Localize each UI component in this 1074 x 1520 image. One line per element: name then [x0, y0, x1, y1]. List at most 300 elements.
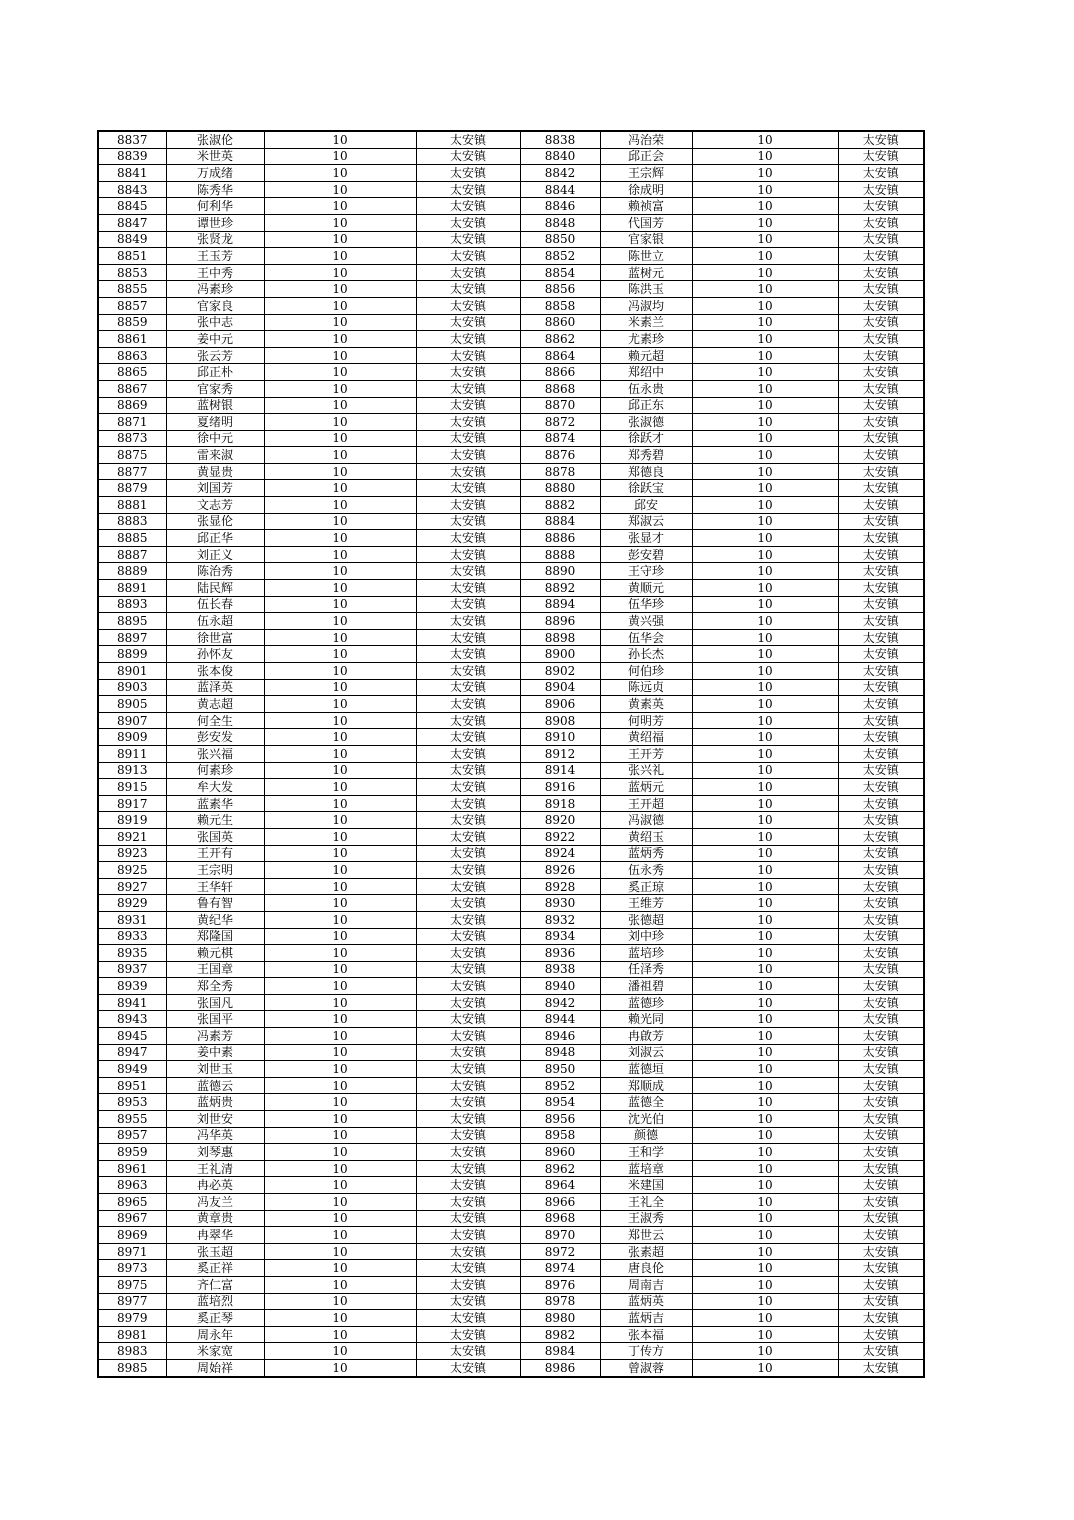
left-name-cell: 张本俊	[166, 663, 264, 680]
right-name-cell: 冯淑均	[600, 297, 692, 314]
left-id-cell: 8899	[98, 646, 166, 663]
right-name-cell: 郑淑云	[600, 513, 692, 530]
table-row	[98, 347, 924, 364]
table-row	[98, 546, 924, 563]
left-id-cell: 8923	[98, 845, 166, 862]
left-town-cell: 太安镇	[416, 497, 520, 514]
left-amount-cell: 10	[264, 1127, 416, 1144]
table-row	[98, 1276, 924, 1293]
right-town-cell: 太安镇	[838, 1044, 924, 1061]
right-id-cell: 8928	[520, 878, 600, 895]
left-town-cell: 太安镇	[416, 231, 520, 248]
right-amount-cell: 10	[692, 663, 838, 680]
left-amount-cell: 10	[264, 447, 416, 464]
right-amount-cell: 10	[692, 530, 838, 547]
right-town-cell: 太安镇	[838, 1210, 924, 1227]
right-amount-cell: 10	[692, 1293, 838, 1310]
right-name-cell: 冉啟芳	[600, 1028, 692, 1045]
right-amount-cell: 10	[692, 945, 838, 962]
right-id-cell: 8918	[520, 795, 600, 812]
table-row	[98, 712, 924, 729]
left-amount-cell: 10	[264, 696, 416, 713]
left-amount-cell: 10	[264, 878, 416, 895]
right-id-cell: 8892	[520, 580, 600, 597]
right-town-cell: 太安镇	[838, 663, 924, 680]
right-id-cell: 8942	[520, 994, 600, 1011]
left-name-cell: 黄显贵	[166, 463, 264, 480]
left-town-cell: 太安镇	[416, 181, 520, 198]
left-amount-cell: 10	[264, 513, 416, 530]
right-amount-cell: 10	[692, 214, 838, 231]
left-amount-cell: 10	[264, 214, 416, 231]
right-name-cell: 陈世立	[600, 248, 692, 265]
left-id-cell: 8951	[98, 1077, 166, 1094]
right-id-cell: 8920	[520, 812, 600, 829]
right-name-cell: 孙长杰	[600, 646, 692, 663]
right-id-cell: 8846	[520, 198, 600, 215]
left-id-cell: 8945	[98, 1028, 166, 1045]
right-town-cell: 太安镇	[838, 414, 924, 431]
left-name-cell: 黄志超	[166, 696, 264, 713]
left-name-cell: 蓝培烈	[166, 1293, 264, 1310]
table-row	[98, 629, 924, 646]
right-amount-cell: 10	[692, 1127, 838, 1144]
right-id-cell: 8904	[520, 679, 600, 696]
table-row	[98, 364, 924, 381]
table-row	[98, 397, 924, 414]
table-row	[98, 1160, 924, 1177]
left-town-cell: 太安镇	[416, 712, 520, 729]
right-id-cell: 8938	[520, 961, 600, 978]
left-amount-cell: 10	[264, 281, 416, 298]
table-row	[98, 613, 924, 630]
left-town-cell: 太安镇	[416, 1111, 520, 1128]
right-town-cell: 太安镇	[838, 862, 924, 879]
right-name-cell: 徐成明	[600, 181, 692, 198]
right-id-cell: 8866	[520, 364, 600, 381]
table-row	[98, 994, 924, 1011]
table-row	[98, 1044, 924, 1061]
left-id-cell: 8939	[98, 978, 166, 995]
left-name-cell: 刘正义	[166, 546, 264, 563]
left-name-cell: 齐仁富	[166, 1276, 264, 1293]
left-id-cell: 8959	[98, 1144, 166, 1161]
table-row	[98, 696, 924, 713]
left-name-cell: 孙怀友	[166, 646, 264, 663]
left-name-cell: 王开有	[166, 845, 264, 862]
right-amount-cell: 10	[692, 314, 838, 331]
left-id-cell: 8949	[98, 1061, 166, 1078]
right-name-cell: 米建国	[600, 1177, 692, 1194]
right-amount-cell: 10	[692, 1343, 838, 1360]
left-name-cell: 蓝树银	[166, 397, 264, 414]
left-town-cell: 太安镇	[416, 347, 520, 364]
right-town-cell: 太安镇	[838, 1111, 924, 1128]
right-town-cell: 太安镇	[838, 1127, 924, 1144]
table-row	[98, 264, 924, 281]
left-amount-cell: 10	[264, 679, 416, 696]
right-id-cell: 8956	[520, 1111, 600, 1128]
left-name-cell: 张中志	[166, 314, 264, 331]
left-amount-cell: 10	[264, 911, 416, 928]
left-id-cell: 8963	[98, 1177, 166, 1194]
right-amount-cell: 10	[692, 497, 838, 514]
roster-body	[98, 131, 924, 1377]
right-amount-cell: 10	[692, 447, 838, 464]
left-amount-cell: 10	[264, 1343, 416, 1360]
left-name-cell: 赖元棋	[166, 945, 264, 962]
left-id-cell: 8867	[98, 380, 166, 397]
left-name-cell: 奚正琴	[166, 1310, 264, 1327]
right-town-cell: 太安镇	[838, 712, 924, 729]
right-id-cell: 8844	[520, 181, 600, 198]
left-id-cell: 8917	[98, 795, 166, 812]
right-name-cell: 郑秀碧	[600, 447, 692, 464]
left-id-cell: 8975	[98, 1276, 166, 1293]
left-name-cell: 米世英	[166, 148, 264, 165]
right-amount-cell: 10	[692, 1194, 838, 1211]
left-name-cell: 王宗明	[166, 862, 264, 879]
left-town-cell: 太安镇	[416, 1061, 520, 1078]
right-town-cell: 太安镇	[838, 181, 924, 198]
right-name-cell: 奚正琼	[600, 878, 692, 895]
left-town-cell: 太安镇	[416, 613, 520, 630]
right-name-cell: 潘祖碧	[600, 978, 692, 995]
right-name-cell: 伍华会	[600, 629, 692, 646]
right-id-cell: 8882	[520, 497, 600, 514]
right-town-cell: 太安镇	[838, 430, 924, 447]
right-town-cell: 太安镇	[838, 845, 924, 862]
left-amount-cell: 10	[264, 530, 416, 547]
left-amount-cell: 10	[264, 1094, 416, 1111]
right-town-cell: 太安镇	[838, 297, 924, 314]
right-town-cell: 太安镇	[838, 696, 924, 713]
left-amount-cell: 10	[264, 414, 416, 431]
right-amount-cell: 10	[692, 629, 838, 646]
table-row	[98, 646, 924, 663]
left-amount-cell: 10	[264, 430, 416, 447]
right-town-cell: 太安镇	[838, 214, 924, 231]
right-town-cell: 太安镇	[838, 613, 924, 630]
left-town-cell: 太安镇	[416, 978, 520, 995]
right-amount-cell: 10	[692, 364, 838, 381]
right-name-cell: 郑顺成	[600, 1077, 692, 1094]
left-town-cell: 太安镇	[416, 646, 520, 663]
right-id-cell: 8944	[520, 1011, 600, 1028]
left-name-cell: 何利华	[166, 198, 264, 215]
left-id-cell: 8843	[98, 181, 166, 198]
right-name-cell: 郑德良	[600, 463, 692, 480]
left-amount-cell: 10	[264, 1077, 416, 1094]
left-town-cell: 太安镇	[416, 530, 520, 547]
table-row	[98, 862, 924, 879]
left-id-cell: 8869	[98, 397, 166, 414]
right-name-cell: 黄绍福	[600, 729, 692, 746]
right-name-cell: 唐良伦	[600, 1260, 692, 1277]
left-name-cell: 蓝素华	[166, 795, 264, 812]
left-name-cell: 刘国芳	[166, 480, 264, 497]
right-name-cell: 邱正会	[600, 148, 692, 165]
right-town-cell: 太安镇	[838, 1359, 924, 1376]
left-town-cell: 太安镇	[416, 364, 520, 381]
left-id-cell: 8909	[98, 729, 166, 746]
right-amount-cell: 10	[692, 463, 838, 480]
right-amount-cell: 10	[692, 563, 838, 580]
left-id-cell: 8915	[98, 779, 166, 796]
right-town-cell: 太安镇	[838, 148, 924, 165]
left-amount-cell: 10	[264, 945, 416, 962]
right-name-cell: 官家银	[600, 231, 692, 248]
right-id-cell: 8842	[520, 165, 600, 182]
right-amount-cell: 10	[692, 181, 838, 198]
left-town-cell: 太安镇	[416, 1310, 520, 1327]
right-name-cell: 米素兰	[600, 314, 692, 331]
table-row	[98, 331, 924, 348]
right-id-cell: 8958	[520, 1127, 600, 1144]
right-id-cell: 8924	[520, 845, 600, 862]
right-amount-cell: 10	[692, 696, 838, 713]
table-row	[98, 580, 924, 597]
right-town-cell: 太安镇	[838, 629, 924, 646]
right-name-cell: 王开超	[600, 795, 692, 812]
right-amount-cell: 10	[692, 546, 838, 563]
right-amount-cell: 10	[692, 131, 838, 148]
right-amount-cell: 10	[692, 978, 838, 995]
right-amount-cell: 10	[692, 1210, 838, 1227]
left-amount-cell: 10	[264, 862, 416, 879]
left-amount-cell: 10	[264, 1276, 416, 1293]
right-name-cell: 尤素珍	[600, 331, 692, 348]
right-amount-cell: 10	[692, 812, 838, 829]
right-name-cell: 蓝培章	[600, 1160, 692, 1177]
left-id-cell: 8857	[98, 297, 166, 314]
left-name-cell: 王中秀	[166, 264, 264, 281]
left-name-cell: 王国章	[166, 961, 264, 978]
right-town-cell: 太安镇	[838, 911, 924, 928]
right-name-cell: 蓝炳吉	[600, 1310, 692, 1327]
right-id-cell: 8868	[520, 380, 600, 397]
table-row	[98, 596, 924, 613]
right-town-cell: 太安镇	[838, 397, 924, 414]
right-amount-cell: 10	[692, 480, 838, 497]
left-town-cell: 太安镇	[416, 696, 520, 713]
left-id-cell: 8871	[98, 414, 166, 431]
left-town-cell: 太安镇	[416, 928, 520, 945]
left-amount-cell: 10	[264, 1160, 416, 1177]
left-town-cell: 太安镇	[416, 1094, 520, 1111]
left-id-cell: 8905	[98, 696, 166, 713]
left-town-cell: 太安镇	[416, 297, 520, 314]
right-town-cell: 太安镇	[838, 580, 924, 597]
left-town-cell: 太安镇	[416, 1127, 520, 1144]
table-row	[98, 911, 924, 928]
right-town-cell: 太安镇	[838, 945, 924, 962]
left-town-cell: 太安镇	[416, 1343, 520, 1360]
left-amount-cell: 10	[264, 1028, 416, 1045]
left-town-cell: 太安镇	[416, 911, 520, 928]
left-amount-cell: 10	[264, 928, 416, 945]
right-amount-cell: 10	[692, 795, 838, 812]
left-amount-cell: 10	[264, 1194, 416, 1211]
table-row	[98, 1210, 924, 1227]
table-row	[98, 663, 924, 680]
left-id-cell: 8895	[98, 613, 166, 630]
left-town-cell: 太安镇	[416, 679, 520, 696]
left-name-cell: 奚正祥	[166, 1260, 264, 1277]
right-id-cell: 8870	[520, 397, 600, 414]
table-row	[98, 414, 924, 431]
left-amount-cell: 10	[264, 1111, 416, 1128]
right-id-cell: 8984	[520, 1343, 600, 1360]
right-name-cell: 蓝炳元	[600, 779, 692, 796]
left-town-cell: 太安镇	[416, 1011, 520, 1028]
right-amount-cell: 10	[692, 1028, 838, 1045]
left-town-cell: 太安镇	[416, 779, 520, 796]
right-amount-cell: 10	[692, 1160, 838, 1177]
left-name-cell: 黄章贵	[166, 1210, 264, 1227]
right-name-cell: 蓝德全	[600, 1094, 692, 1111]
right-amount-cell: 10	[692, 1094, 838, 1111]
left-amount-cell: 10	[264, 546, 416, 563]
left-town-cell: 太安镇	[416, 1194, 520, 1211]
left-amount-cell: 10	[264, 1210, 416, 1227]
right-id-cell: 8934	[520, 928, 600, 945]
left-town-cell: 太安镇	[416, 281, 520, 298]
left-town-cell: 太安镇	[416, 447, 520, 464]
right-id-cell: 8960	[520, 1144, 600, 1161]
right-town-cell: 太安镇	[838, 314, 924, 331]
right-id-cell: 8930	[520, 895, 600, 912]
left-town-cell: 太安镇	[416, 580, 520, 597]
left-id-cell: 8881	[98, 497, 166, 514]
left-town-cell: 太安镇	[416, 945, 520, 962]
left-town-cell: 太安镇	[416, 1144, 520, 1161]
left-name-cell: 张显伦	[166, 513, 264, 530]
table-row	[98, 563, 924, 580]
right-id-cell: 8838	[520, 131, 600, 148]
left-name-cell: 冯素珍	[166, 281, 264, 298]
left-town-cell: 太安镇	[416, 331, 520, 348]
right-id-cell: 8862	[520, 331, 600, 348]
right-id-cell: 8884	[520, 513, 600, 530]
left-name-cell: 牟大发	[166, 779, 264, 796]
left-name-cell: 徐世富	[166, 629, 264, 646]
left-name-cell: 徐中元	[166, 430, 264, 447]
left-town-cell: 太安镇	[416, 895, 520, 912]
right-name-cell: 王开芳	[600, 745, 692, 762]
left-amount-cell: 10	[264, 497, 416, 514]
left-name-cell: 郑全秀	[166, 978, 264, 995]
right-name-cell: 赖光同	[600, 1011, 692, 1028]
left-id-cell: 8891	[98, 580, 166, 597]
right-id-cell: 8964	[520, 1177, 600, 1194]
left-town-cell: 太安镇	[416, 314, 520, 331]
left-town-cell: 太安镇	[416, 729, 520, 746]
right-town-cell: 太安镇	[838, 745, 924, 762]
right-amount-cell: 10	[692, 1260, 838, 1277]
left-town-cell: 太安镇	[416, 480, 520, 497]
right-town-cell: 太安镇	[838, 729, 924, 746]
left-name-cell: 刘世安	[166, 1111, 264, 1128]
roster-table	[97, 130, 925, 1378]
left-id-cell: 8965	[98, 1194, 166, 1211]
right-amount-cell: 10	[692, 679, 838, 696]
right-id-cell: 8946	[520, 1028, 600, 1045]
right-amount-cell: 10	[692, 231, 838, 248]
table-row	[98, 198, 924, 215]
left-amount-cell: 10	[264, 1293, 416, 1310]
right-id-cell: 8972	[520, 1243, 600, 1260]
left-amount-cell: 10	[264, 1044, 416, 1061]
left-id-cell: 8919	[98, 812, 166, 829]
table-row	[98, 961, 924, 978]
left-amount-cell: 10	[264, 1260, 416, 1277]
left-town-cell: 太安镇	[416, 629, 520, 646]
left-id-cell: 8885	[98, 530, 166, 547]
table-row	[98, 281, 924, 298]
right-town-cell: 太安镇	[838, 1177, 924, 1194]
left-amount-cell: 10	[264, 845, 416, 862]
left-id-cell: 8927	[98, 878, 166, 895]
right-amount-cell: 10	[692, 745, 838, 762]
left-town-cell: 太安镇	[416, 1077, 520, 1094]
right-amount-cell: 10	[692, 580, 838, 597]
right-town-cell: 太安镇	[838, 480, 924, 497]
left-id-cell: 8961	[98, 1160, 166, 1177]
right-amount-cell: 10	[692, 878, 838, 895]
left-id-cell: 8879	[98, 480, 166, 497]
table-row	[98, 148, 924, 165]
left-name-cell: 周永年	[166, 1326, 264, 1343]
right-id-cell: 8852	[520, 248, 600, 265]
left-town-cell: 太安镇	[416, 563, 520, 580]
left-name-cell: 蓝德云	[166, 1077, 264, 1094]
left-amount-cell: 10	[264, 895, 416, 912]
right-amount-cell: 10	[692, 1359, 838, 1376]
table-row	[98, 762, 924, 779]
left-id-cell: 8933	[98, 928, 166, 945]
right-name-cell: 张兴礼	[600, 762, 692, 779]
right-town-cell: 太安镇	[838, 165, 924, 182]
left-amount-cell: 10	[264, 596, 416, 613]
right-id-cell: 8982	[520, 1326, 600, 1343]
left-id-cell: 8889	[98, 563, 166, 580]
right-town-cell: 太安镇	[838, 994, 924, 1011]
right-name-cell: 邱安	[600, 497, 692, 514]
left-name-cell: 姜中元	[166, 331, 264, 348]
right-name-cell: 代国芳	[600, 214, 692, 231]
left-id-cell: 8897	[98, 629, 166, 646]
table-row	[98, 1061, 924, 1078]
right-amount-cell: 10	[692, 148, 838, 165]
left-amount-cell: 10	[264, 1310, 416, 1327]
right-amount-cell: 10	[692, 613, 838, 630]
right-amount-cell: 10	[692, 430, 838, 447]
table-row	[98, 1028, 924, 1045]
right-town-cell: 太安镇	[838, 1326, 924, 1343]
table-row	[98, 1310, 924, 1327]
left-town-cell: 太安镇	[416, 762, 520, 779]
left-id-cell: 8979	[98, 1310, 166, 1327]
left-town-cell: 太安镇	[416, 1293, 520, 1310]
left-town-cell: 太安镇	[416, 812, 520, 829]
left-id-cell: 8893	[98, 596, 166, 613]
right-town-cell: 太安镇	[838, 264, 924, 281]
right-name-cell: 刘中珍	[600, 928, 692, 945]
table-row	[98, 314, 924, 331]
right-amount-cell: 10	[692, 994, 838, 1011]
table-row	[98, 131, 924, 148]
